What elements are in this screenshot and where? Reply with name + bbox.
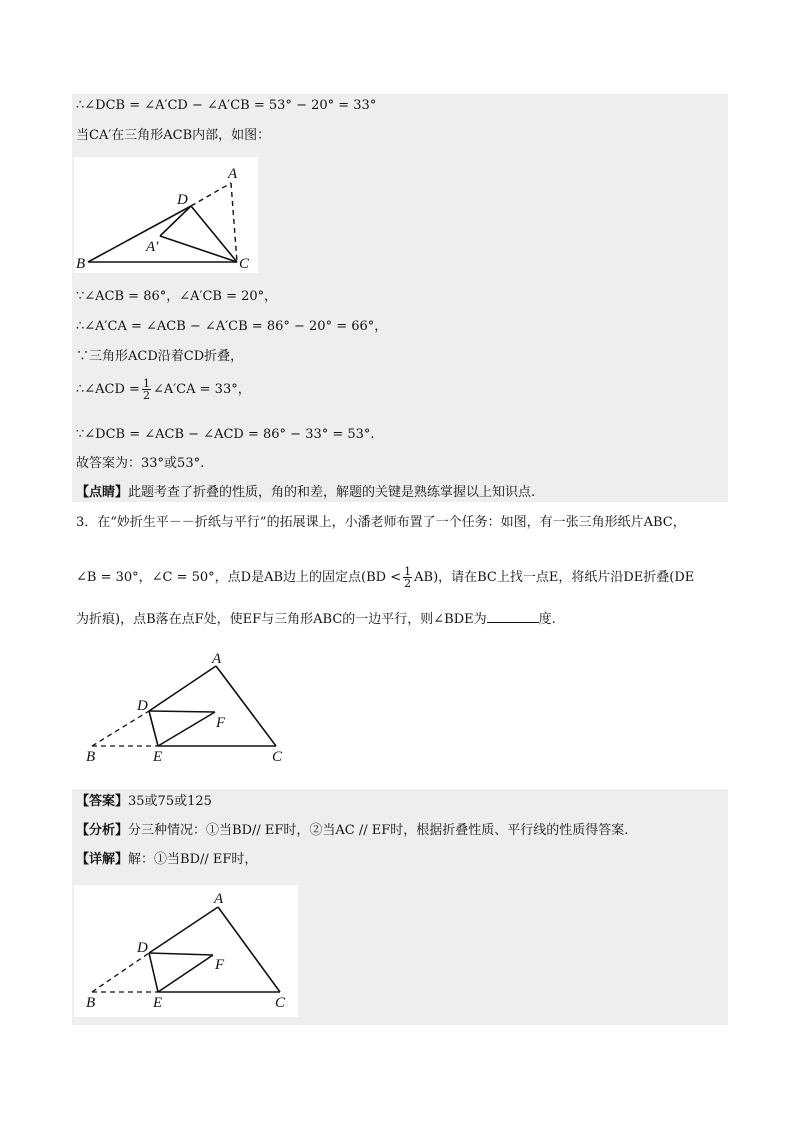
label-c: C bbox=[272, 749, 283, 765]
answer-line bbox=[76, 793, 212, 811]
solution-line-3: ∵∠ACB = 86°，∠A′CB = 20°， bbox=[76, 289, 278, 304]
figure-answer-case-1 bbox=[74, 885, 298, 1017]
solution-line-6-right: ∠A′CA = 33°， bbox=[152, 382, 251, 397]
solution-line-8: 故答案为：33°或53°. bbox=[76, 456, 205, 471]
detail-line bbox=[76, 851, 257, 869]
label-b: B bbox=[76, 256, 86, 272]
detail-tag: 【详解】 bbox=[76, 852, 129, 867]
question-3-line-3 bbox=[76, 610, 556, 629]
label-f: F bbox=[216, 715, 226, 731]
label-a: A bbox=[214, 891, 224, 907]
figure-question-3 bbox=[82, 650, 292, 768]
fraction-denominator: 2 bbox=[142, 389, 150, 402]
analysis-text: 分三种情况：①当BD// EF时，②当AC // EF时，根据折叠性质、平行线的性质得答案. bbox=[128, 823, 629, 838]
label-b: B bbox=[86, 749, 96, 765]
answer-blank[interactable] bbox=[487, 610, 539, 623]
solution-line-7: ∵∠DCB = ∠ACB − ∠ACD = 86° − 33° = 53°. bbox=[76, 427, 375, 442]
label-e: E bbox=[153, 995, 163, 1011]
solution-line-6 bbox=[76, 376, 251, 404]
solution-line-6-left: ∴∠ACD = bbox=[76, 382, 140, 397]
label-a: A bbox=[212, 651, 222, 667]
dianjing-tag: 【点睛】 bbox=[76, 485, 129, 500]
label-e: E bbox=[153, 749, 163, 765]
label-d: D bbox=[137, 698, 148, 714]
answer-tag: 【答案】 bbox=[76, 794, 129, 809]
solution-line-1: ∴∠DCB = ∠A′CD − ∠A′CB = 53° − 20° = 33° bbox=[76, 98, 377, 113]
analysis-line bbox=[76, 822, 628, 840]
fraction-numerator: 1 bbox=[142, 377, 150, 390]
solution-line-9 bbox=[76, 484, 535, 502]
solution-line-2: 当CA′在三角形ACB内部，如图： bbox=[76, 128, 271, 143]
fraction-denominator-q3: 2 bbox=[404, 577, 412, 590]
fraction-half bbox=[142, 378, 151, 401]
label-b: B bbox=[86, 995, 96, 1011]
question-3-line-3-text: 为折痕)，点B落在点F处，使EF与三角形ABC的一边平行，则∠BDE为 bbox=[76, 612, 487, 627]
label-c: C bbox=[239, 256, 250, 272]
solution-line-5: ∵三角形ACD沿着CD折叠， bbox=[76, 349, 244, 364]
question-3-line-1: 3．在“妙折生平－－折纸与平行”的拓展课上，小潘老师布置了一个任务：如图，有一张三角形纸片ABC， bbox=[76, 515, 686, 530]
label-a-prime: A′ bbox=[146, 239, 159, 255]
label-d: D bbox=[137, 940, 148, 956]
label-f: F bbox=[215, 957, 225, 973]
dianjing-text: 此题考查了折叠的性质，角的和差，解题的关键是熟练掌握以上知识点. bbox=[128, 485, 536, 500]
question-3-line-3-end: 度. bbox=[538, 612, 556, 627]
answer-text: 35或75或125 bbox=[128, 794, 212, 809]
figure-triangle-acb-fold bbox=[74, 157, 258, 273]
question-3-line-2 bbox=[76, 564, 694, 592]
label-d: D bbox=[177, 192, 188, 208]
detail-text: 解：①当BD// EF时， bbox=[128, 852, 258, 867]
question-3-line-2-left: ∠B = 30°，∠C = 50°，点D是AB边上的固定点(BD < bbox=[76, 570, 402, 585]
fraction-numerator-q3: 1 bbox=[404, 565, 412, 578]
fraction-half-q3 bbox=[403, 566, 412, 589]
label-a: A bbox=[228, 166, 238, 182]
analysis-tag: 【分析】 bbox=[76, 823, 129, 838]
question-3-line-2-right: AB)，请在BC上找一点E，将纸片沿DE折叠(DE bbox=[414, 570, 695, 585]
solution-line-4: ∴∠A′CA = ∠ACB − ∠A′CB = 86° − 20° = 66°， bbox=[76, 319, 388, 334]
label-c: C bbox=[275, 995, 286, 1011]
